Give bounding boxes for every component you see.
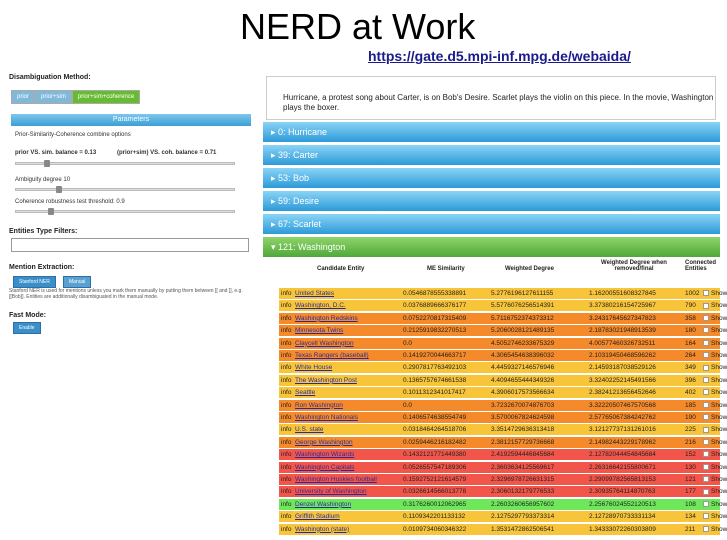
show-label: Show [711, 352, 727, 359]
show-checkbox[interactable] [703, 501, 709, 507]
degree-value: 3.3514729636313418 [491, 426, 555, 434]
show-checkbox[interactable] [703, 352, 709, 358]
final-value: 3.37380216154725967 [589, 302, 656, 310]
show-link[interactable] [703, 288, 727, 300]
connected-count: 108 [685, 500, 696, 508]
mention-extraction-label: Mention Extraction: [9, 264, 75, 271]
show-link[interactable] [703, 362, 727, 374]
show-label: Show [711, 438, 727, 446]
mention-row[interactable]: ▸ 59: Desire [263, 191, 720, 211]
mention-row[interactable]: ▸ 0: Hurricane [263, 122, 720, 142]
connected-count: 1002 [685, 290, 700, 297]
webaida-link[interactable]: https://gate.d5.mpi-inf.mpg.de/webaida/ [368, 48, 631, 64]
mention-label: 0: Hurricane [278, 127, 328, 137]
degree-value: 5.7116752374373312 [491, 314, 554, 322]
show-link[interactable] [703, 437, 727, 449]
disambig-label: Disambiguation Method: [9, 74, 91, 81]
fast-mode-label: Fast Mode: [9, 312, 46, 319]
entity-link[interactable]: Griffith Stadium [295, 513, 340, 521]
connected-count: 358 [685, 314, 696, 322]
connected-count: 185 [685, 401, 696, 409]
sim-value: 0.0546878555338891 [403, 290, 467, 297]
degree-value: 2.3060132179776533 [491, 488, 555, 496]
mention-note: Stanford NER is used for mentions unless you mark them manually by putting them between [[ and ]], e.g. [[Bob]]. Entities are additionally disambiguated in the manual mode. [9, 288, 243, 300]
show-checkbox[interactable] [703, 526, 709, 532]
info-link[interactable]: info [281, 488, 292, 496]
degree-value: 4.3906017573566634 [491, 389, 555, 397]
degree-value: 4.3065454638396032 [491, 352, 555, 359]
col-connected: Connected Entities [685, 260, 717, 272]
show-label: Show [711, 364, 727, 372]
degree-value: 2.1275297793373314 [491, 513, 555, 521]
table-row [279, 313, 727, 325]
connected-count: 264 [685, 352, 696, 359]
mention-label: 39: Carter [278, 150, 319, 160]
info-link[interactable]: info [281, 513, 292, 521]
balance2-label: (prior+sim) VS. coh. balance = 0.71 [117, 150, 217, 156]
show-link[interactable] [703, 338, 727, 350]
show-label: Show [711, 525, 727, 533]
input-text: Hurricane, a protest song about Carter, is on Bob's Desire. Scarlet plays the violin on this piece. In the movie, Washington plays the boxer. [266, 76, 716, 120]
info-link[interactable]: info [281, 414, 292, 421]
table-row [279, 499, 727, 511]
mention-row-open[interactable]: ▾ 121: Washington [263, 237, 720, 257]
entity-link[interactable]: University of Washington [295, 488, 367, 496]
info-link[interactable]: info [281, 302, 292, 310]
info-link[interactable]: info [281, 352, 292, 359]
tab-prior-sim[interactable]: prior+sim [35, 90, 72, 104]
final-value: 3.12127737131261016 [589, 426, 656, 434]
entity-link[interactable]: The Washington Post [295, 376, 357, 384]
entity-link[interactable]: George Washington [295, 438, 353, 446]
connected-count: 130 [685, 463, 696, 471]
show-link[interactable] [703, 449, 727, 461]
show-label: Show [711, 389, 727, 397]
final-value: 2.30935764114870763 [589, 488, 656, 496]
show-link[interactable] [703, 486, 727, 498]
table-row [279, 362, 727, 374]
sim-value: 0.1011312341017417 [403, 389, 466, 397]
degree-value: 5.5776076256514391 [491, 302, 555, 310]
show-label: Show [711, 500, 727, 508]
show-link[interactable] [703, 424, 727, 436]
sim-value: 0.1592752121614579 [403, 476, 467, 483]
show-label: Show [711, 426, 727, 434]
table-row [279, 462, 727, 474]
sim-value: 0.0 [403, 339, 413, 347]
entity-link[interactable]: Denzel Washington [295, 500, 352, 508]
sim-value: 0.1109342201133132 [403, 513, 466, 521]
show-link[interactable] [703, 387, 727, 399]
entity-link[interactable]: United States [295, 290, 335, 297]
sim-value: 0.0326614566013778 [403, 488, 467, 496]
col-final: Weighted Degree when removed/final [601, 260, 667, 272]
connected-count: 164 [685, 339, 696, 347]
final-value: 4.00577460326732511 [589, 339, 656, 347]
degree-value: 2.4192594446845684 [491, 451, 555, 459]
entity-link[interactable]: Washington (state) [295, 525, 350, 533]
degree-value: 4.5052746233675329 [491, 339, 555, 347]
show-link[interactable] [703, 474, 727, 486]
mention-label: 59: Desire [278, 196, 320, 206]
show-link[interactable] [703, 375, 727, 387]
show-link[interactable] [703, 350, 727, 362]
entity-link[interactable]: Ron Washington [295, 401, 343, 409]
connected-count: 190 [685, 414, 696, 421]
degree-value: 3.5700067824624598 [491, 414, 555, 421]
connected-count: 177 [685, 488, 696, 496]
table-row [279, 474, 727, 486]
connected-count: 180 [685, 327, 696, 335]
entity-link[interactable]: Washington Wizards [295, 451, 355, 459]
show-label: Show [711, 401, 727, 409]
show-label: Show [711, 314, 727, 322]
sim-value: 0.2125919832270513 [403, 327, 467, 335]
degree-value: 3.7232670074876703 [491, 401, 555, 409]
show-checkbox[interactable] [703, 476, 709, 482]
coherence-slider[interactable] [15, 210, 235, 213]
tab-prior[interactable]: prior [11, 90, 35, 104]
final-value: 3.32402252145491566 [589, 376, 656, 384]
final-value: 1.16200551608327845 [589, 290, 656, 297]
entity-link[interactable]: Washington, D.C. [295, 302, 346, 310]
ambiguity-label: Ambiguity degree 10 [15, 177, 71, 183]
col-candidate: Candidate Entity [317, 266, 365, 272]
entity-link[interactable]: Claycell Washington [295, 339, 354, 347]
sim-value: 0.2907817763492103 [403, 364, 467, 372]
degree-value: 5.2776196127611155 [491, 290, 554, 297]
table-row [279, 387, 727, 399]
balance-label: prior VS. sim. balance = 0.13 [15, 150, 97, 156]
parameters-header: Parameters [11, 114, 251, 126]
final-value: 3.24317645627347823 [589, 314, 656, 322]
slide-title: NERD at Work [240, 6, 476, 47]
info-link[interactable]: info [281, 426, 292, 434]
connected-count: 134 [685, 513, 696, 521]
show-checkbox[interactable] [703, 340, 709, 346]
table-header [277, 260, 720, 288]
info-link[interactable]: info [281, 389, 292, 397]
method-tabs [11, 90, 140, 104]
connected-count: 216 [685, 438, 696, 446]
show-checkbox[interactable] [703, 427, 709, 433]
show-label: Show [711, 451, 727, 459]
table-row [279, 300, 727, 312]
info-link[interactable]: info [281, 339, 292, 347]
show-link[interactable] [703, 462, 727, 474]
final-value: 2.29099782565813153 [589, 476, 656, 483]
final-value: 2.57765067384242762 [589, 414, 656, 421]
show-checkbox[interactable] [703, 489, 709, 495]
sim-value: 0.0 [403, 401, 413, 409]
sim-value: 0.3176260012062965 [403, 500, 467, 508]
show-label: Show [711, 290, 727, 297]
info-link[interactable]: info [281, 401, 292, 409]
sim-value: 0.0109734060346322 [403, 525, 467, 533]
table-row [279, 338, 727, 350]
show-link[interactable] [703, 325, 727, 337]
sim-value: 0.0318464264518706 [403, 426, 467, 434]
table-row [279, 325, 727, 337]
slider-handle[interactable] [56, 186, 62, 193]
info-link[interactable]: info [281, 290, 292, 297]
combine-options-label: Prior-Similarity-Coherence combine options [15, 132, 131, 138]
show-link[interactable] [703, 400, 727, 412]
degree-value: 1.3531472862506541 [491, 525, 555, 533]
table-row [279, 400, 727, 412]
show-checkbox[interactable] [703, 513, 709, 519]
show-checkbox[interactable] [703, 414, 709, 420]
show-link[interactable] [703, 524, 727, 536]
show-label: Show [711, 376, 727, 384]
degree-value: 4.4459327146576946 [491, 364, 555, 372]
show-label: Show [711, 513, 727, 521]
final-value: 3.32220507467570568 [589, 401, 656, 409]
info-link[interactable]: info [281, 327, 292, 335]
show-label: Show [711, 302, 727, 310]
degree-value: 2.2603260656957602 [491, 500, 555, 508]
table-row [279, 486, 727, 498]
show-checkbox[interactable] [703, 464, 709, 470]
mention-label: 121: Washington [278, 242, 346, 252]
show-label: Show [711, 327, 727, 335]
show-link[interactable] [703, 313, 727, 325]
type-filters-label: Entities Type Filters: [9, 228, 78, 235]
info-link[interactable]: info [281, 463, 292, 471]
sim-value: 0.0259446216182482 [403, 438, 467, 446]
entity-link[interactable]: Minnesota Twins [295, 327, 344, 335]
show-link[interactable] [703, 499, 727, 511]
final-value: 2.26316642155800671 [589, 463, 656, 471]
show-link[interactable] [703, 412, 727, 424]
sim-value: 0.1432121771449380 [403, 451, 467, 459]
col-sim: ME Similarity [427, 266, 465, 272]
info-link[interactable]: info [281, 314, 292, 322]
entity-link[interactable]: Texas Rangers (baseball) [295, 352, 369, 359]
connected-count: 211 [685, 525, 696, 533]
show-checkbox[interactable] [703, 451, 709, 457]
degree-value: 5.2060028121489135 [491, 327, 555, 335]
table-row [279, 449, 727, 461]
slider-handle[interactable] [44, 160, 50, 167]
mention-label: 53: Bob [278, 173, 310, 183]
show-label: Show [711, 463, 727, 471]
table-row [279, 524, 727, 536]
final-value: 2.18783021948913539 [589, 327, 656, 335]
connected-count: 396 [685, 376, 696, 384]
final-value: 2.14593187038529126 [589, 364, 656, 372]
final-value: 2.12728970733331134 [589, 513, 656, 521]
table-row [279, 437, 727, 449]
entity-link[interactable]: Washington Nationals [295, 414, 358, 421]
final-value: 2.38241213656452646 [589, 389, 656, 397]
info-link[interactable]: info [281, 376, 292, 384]
connected-count: 225 [685, 426, 696, 434]
degree-value: 2.3603634125569617 [491, 463, 555, 471]
balance-slider[interactable] [15, 162, 235, 165]
entity-link[interactable]: Seattle [295, 389, 316, 397]
tab-prior-sim-coherence[interactable]: prior+sim+coherence [72, 90, 140, 104]
table-row [279, 412, 727, 424]
connected-count: 152 [685, 451, 696, 459]
connected-count: 402 [685, 389, 696, 397]
table-row [279, 424, 727, 436]
info-link[interactable]: info [281, 438, 292, 446]
degree-value: 2.3296978726631315 [491, 476, 555, 483]
final-value: 2.12782044454845684 [589, 451, 656, 459]
info-link[interactable]: info [281, 364, 292, 372]
degree-value: 4.4094655444349326 [491, 376, 555, 384]
show-checkbox[interactable] [703, 389, 709, 395]
show-link[interactable] [703, 511, 727, 523]
sim-value: 0.1365757674661538 [403, 376, 467, 384]
enable-fast-button[interactable]: Enable [13, 322, 41, 334]
mention-row[interactable]: ▸ 39: Carter [263, 145, 720, 165]
type-filters-input[interactable] [11, 238, 249, 252]
sim-value: 0.1419270044663717 [403, 352, 467, 359]
manual-button[interactable]: Manual [63, 276, 91, 288]
show-checkbox[interactable] [703, 327, 709, 333]
info-link[interactable]: info [281, 451, 292, 459]
show-checkbox[interactable] [703, 315, 709, 321]
show-checkbox[interactable] [703, 402, 709, 408]
table-row [279, 350, 727, 362]
final-value: 2.10319450468596262 [589, 352, 656, 359]
show-checkbox[interactable] [703, 365, 709, 371]
show-checkbox[interactable] [703, 377, 709, 383]
sim-value: 0.0526557547189306 [403, 463, 467, 471]
show-label: Show [711, 414, 727, 421]
mention-row[interactable]: ▸ 53: Bob [263, 168, 720, 188]
results-panel [263, 72, 727, 540]
entity-link[interactable]: Washington Huskies football [295, 476, 377, 483]
table-row [279, 511, 727, 523]
entity-link[interactable]: U.S. state [295, 426, 324, 434]
show-label: Show [711, 476, 727, 483]
show-label: Show [711, 339, 727, 347]
sim-value: 0.0376889666376177 [403, 302, 467, 310]
table-row [279, 375, 727, 387]
entity-link[interactable]: White House [295, 364, 333, 372]
stanford-ner-button[interactable]: Stanford NER [13, 276, 56, 288]
table-row [279, 288, 727, 300]
show-checkbox[interactable] [703, 290, 709, 296]
final-value: 1.34333072260303809 [589, 525, 656, 533]
mention-label: 67: Scarlet [278, 219, 322, 229]
slider-handle[interactable] [48, 208, 54, 215]
info-link[interactable]: info [281, 525, 292, 533]
info-link[interactable]: info [281, 476, 292, 483]
entity-link[interactable]: Washington Capitals [295, 463, 355, 471]
final-value: 2.25676024552120513 [589, 500, 656, 508]
ambiguity-slider[interactable] [15, 188, 235, 191]
final-value: 2.14982443229178962 [589, 438, 656, 446]
connected-count: 790 [685, 302, 696, 310]
mention-row[interactable]: ▸ 67: Scarlet [263, 214, 720, 234]
col-degree: Weighted Degree [505, 266, 554, 272]
degree-value: 2.3812157729736668 [491, 438, 555, 446]
connected-count: 349 [685, 364, 696, 372]
coherence-threshold-label: Coherence robustness test threshold: 0.9 [15, 199, 125, 205]
show-label: Show [711, 488, 727, 496]
show-link[interactable] [703, 300, 727, 312]
sim-value: 0.0752270817315409 [403, 314, 467, 322]
settings-panel [5, 72, 258, 540]
sim-value: 0.1406574638554749 [403, 414, 467, 421]
connected-count: 121 [685, 476, 696, 483]
show-checkbox[interactable] [703, 439, 709, 445]
entity-link[interactable]: Washington Redskins [295, 314, 358, 322]
info-link[interactable]: info [281, 500, 292, 508]
show-checkbox[interactable] [703, 303, 709, 309]
